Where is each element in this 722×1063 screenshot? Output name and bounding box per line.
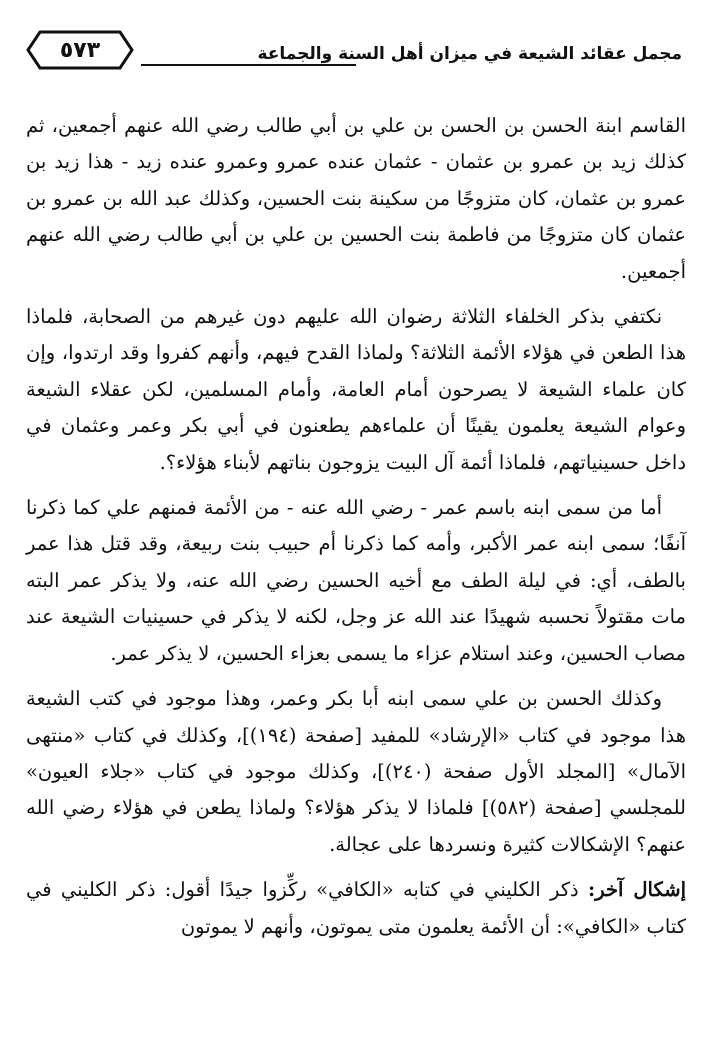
paragraph-5-text: ذكر الكليني في كتابه «الكافي» ركِّزوا جيدًا أقول: ذكر الكليني في كتاب «الكافي»: أن الأئمة يعلمون متى يموتون، وأنهم لا يموتون [26,878,686,938]
page-number: ٥٧٣ [59,37,101,63]
paragraph-2: نكتفي بذكر الخلفاء الثلاثة رضوان الله عليهم دون غيرهم من الصحابة، فلماذا هذا الطعن في هؤلاء الأئمة الثلاثة؟ ولماذا القدح فيهم، وأنهم كفروا وقد ارتدوا، وإن كان علماء الشيعة لا يصرحون أمام العامة، وأمام المسلمين، لكن عقلاء الشيعة وعوام الشيعة يعلمون يقينًا أن علماءهم يطعنون في أبي بكر وعمر وعثمان في داخل حسينياتهم، فلماذا أئمة آل البيت يزوجون بناتهم لأبناء هؤلاء؟. [26,305,686,474]
paragraph-5 [26,872,686,945]
page-number-badge [26,28,134,72]
page-body [26,108,686,954]
paragraph-4: وكذلك الحسن بن علي سمى ابنه أبا بكر وعمر، وهذا موجود في كتب الشيعة هذا موجود في كتاب «الإرشاد» للمفيد [صفحة (١٩٤)]، وكذلك في كتاب «منتهى الآمال» [المجلد الأول صفحة (٢٤٠)]، وكذلك موجود في كتاب «جلاء العيون» للمجلسي [صفحة (٥٨٢)] فلماذا لا يذكر هؤلاء؟ ولماذا يطعن في هؤلاء رضي الله عنهم؟ الإشكالات كثيرة ونسردها على عجالة. [26,687,687,856]
paragraph-1: القاسم ابنة الحسن بن الحسن بن علي بن أبي طالب رضي الله عنهم أجمعين، ثم كذلك زيد بن عمرو بن عثمان - عثمان عنده عمرو وعمرو عنده زيد - هذا زيد بن عمرو بن عثمان، كان متزوجًا من سكينة بنت الحسين، وكذلك عبد الله بن عمرو بن عثمان كان متزوجًا من فاطمة بنت الحسين بن علي بن أبي طالب رضي الله عنهم أجمعين. [26,114,686,283]
page-header [16,14,682,84]
paragraph-5-lead: إشكال آخر: [588,878,686,902]
running-title: مجمل عقائد الشيعة في ميزان أهل السنة والجماعة [257,44,682,64]
paragraph-3: أما من سمى ابنه باسم عمر - رضي الله عنه - من الأئمة فمنهم علي كما ذكرنا آنفًا؛ سمى ابنه عمر الأكبر، وأمه كما ذكرنا أم حبيب بنت ربيعة، وقد قتل هذا عمر بالطف، أي: في ليلة الطف مع أخيه الحسين رضي الله عنه، ولا يذكر عمر البته مات مقتولاً نحسبه شهيدًا عند الله عز وجل، لكنه لا يذكر في حسينيات الشيعة عند مصاب الحسين، وعند استلام عزاء ما يسمى بعزاء الحسين، لا يذكر عمر. [26,496,686,665]
header-rule [141,64,356,66]
